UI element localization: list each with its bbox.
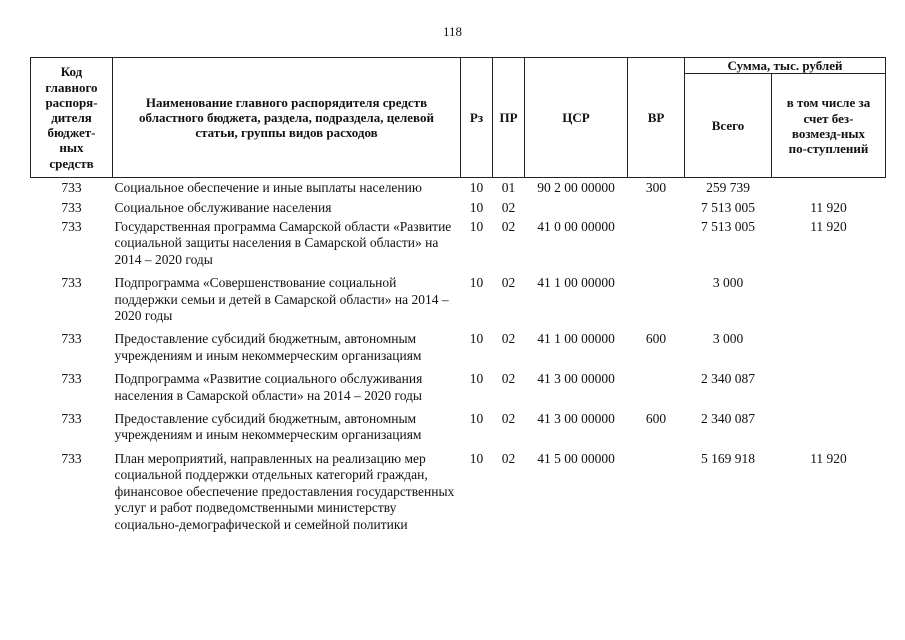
cell-grants (772, 269, 886, 325)
cell-code: 733 (61, 180, 82, 196)
table-row (31, 269, 886, 325)
cell-total: 7 513 005 (701, 219, 755, 235)
cell-rz: 10 (469, 411, 484, 427)
cell-vr (628, 365, 685, 405)
cell-code: 733 (61, 371, 82, 387)
cell-grants: 11 920 (810, 450, 847, 466)
page-number: 118 (442, 24, 463, 39)
cell-grants: 11 920 (810, 219, 847, 235)
cell-vr: 300 (645, 180, 667, 196)
table-header (31, 58, 886, 178)
table-row (31, 405, 886, 445)
cell-total: 3 000 (712, 331, 744, 347)
cell-name: Социальное обеспечение и иные выплаты населению (114, 180, 422, 196)
cell-pr: 02 (501, 371, 516, 387)
table-row (31, 178, 886, 198)
cell-vr (628, 445, 685, 534)
cell-code: 733 (61, 199, 82, 215)
cell-vr: 600 (645, 411, 667, 427)
cell-pr: 01 (501, 180, 516, 196)
cell-csr: 41 1 00 00000 (537, 275, 615, 291)
cell-total: 2 340 087 (701, 411, 755, 427)
cell-code: 733 (61, 275, 82, 291)
cell-total: 259 739 (706, 180, 750, 196)
cell-csr: 41 3 00 00000 (537, 411, 615, 427)
cell-code: 733 (61, 450, 82, 466)
cell-csr: 41 0 00 00000 (537, 219, 615, 235)
cell-total: 2 340 087 (701, 371, 755, 387)
cell-code: 733 (61, 331, 82, 347)
cell-csr: 90 2 00 00000 (537, 180, 615, 196)
cell-name: Подпрограмма «Совершенствование социальной поддержки семьи и детей в Самарской области» на 2014 – 2020 годы (114, 275, 449, 324)
cell-grants (772, 178, 886, 198)
table-row (31, 365, 886, 405)
table-row (31, 445, 886, 534)
cell-name: Предоставление субсидий бюджетным, автономным учреждениям и иным некоммерческим организациям (114, 331, 422, 363)
header-sum: Сумма, тыс. рублей (685, 58, 886, 74)
header-total: Всего (685, 74, 772, 178)
header-pr: ПР (493, 58, 525, 178)
cell-csr (525, 198, 628, 217)
cell-total: 5 169 918 (701, 450, 755, 466)
cell-pr: 02 (501, 411, 516, 427)
cell-rz: 10 (469, 331, 484, 347)
cell-name: План мероприятий, направленных на реализацию мер социальной поддержки отдельных категорий граждан, финансовое обеспечение предоставления государственных услуг и работ подведомственными министерству социально-демографической и семейной политики (114, 450, 455, 532)
cell-rz: 10 (469, 180, 484, 196)
cell-pr: 02 (501, 450, 516, 466)
cell-vr (628, 217, 685, 269)
cell-rz: 10 (469, 219, 484, 235)
cell-vr (628, 198, 685, 217)
cell-name: Предоставление субсидий бюджетным, автономным учреждениям и иным некоммерческим организациям (114, 411, 422, 443)
cell-name: Социальное обслуживание населения (114, 199, 332, 215)
cell-grants (772, 365, 886, 405)
cell-total: 7 513 005 (701, 199, 755, 215)
cell-vr (628, 269, 685, 325)
header-vr: ВР (628, 58, 685, 178)
cell-rz: 10 (469, 275, 484, 291)
cell-pr: 02 (501, 331, 516, 347)
cell-vr: 600 (645, 331, 667, 347)
cell-code: 733 (61, 411, 82, 427)
cell-csr: 41 5 00 00000 (537, 450, 615, 466)
cell-csr: 41 1 00 00000 (537, 331, 615, 347)
table-body (31, 178, 886, 534)
cell-pr: 02 (501, 219, 516, 235)
cell-grants (772, 325, 886, 365)
budget-table (30, 57, 886, 534)
table-row (31, 217, 886, 269)
header-name: Наименование главного распорядителя средств областного бюджета, раздела, подраздела, целевой статьи, группы видов расходов (113, 58, 461, 178)
cell-pr: 02 (501, 275, 516, 291)
cell-rz: 10 (469, 450, 484, 466)
cell-code: 733 (61, 219, 82, 235)
header-code: Код главного распоря-дителя бюджет-ных средств (31, 58, 113, 178)
header-csr: ЦСР (525, 58, 628, 178)
cell-name: Государственная программа Самарской области «Развитие социальной защиты населения в Самарской области» на 2014 – 2020 годы (114, 219, 452, 267)
cell-pr: 02 (501, 199, 516, 215)
cell-total: 3 000 (712, 275, 744, 291)
cell-rz: 10 (469, 199, 484, 215)
cell-grants (772, 405, 886, 445)
header-grants: в том числе за счет без-возмезд-ных по-ступлений (772, 74, 886, 178)
cell-name: Подпрограмма «Развитие социального обслуживания населения в Самарской области» на 2014 – 2020 годы (114, 371, 423, 403)
table-row (31, 198, 886, 217)
cell-grants: 11 920 (810, 199, 847, 215)
cell-rz: 10 (469, 371, 484, 387)
cell-csr: 41 3 00 00000 (537, 371, 615, 387)
table-row (31, 325, 886, 365)
header-rz: Рз (461, 58, 493, 178)
